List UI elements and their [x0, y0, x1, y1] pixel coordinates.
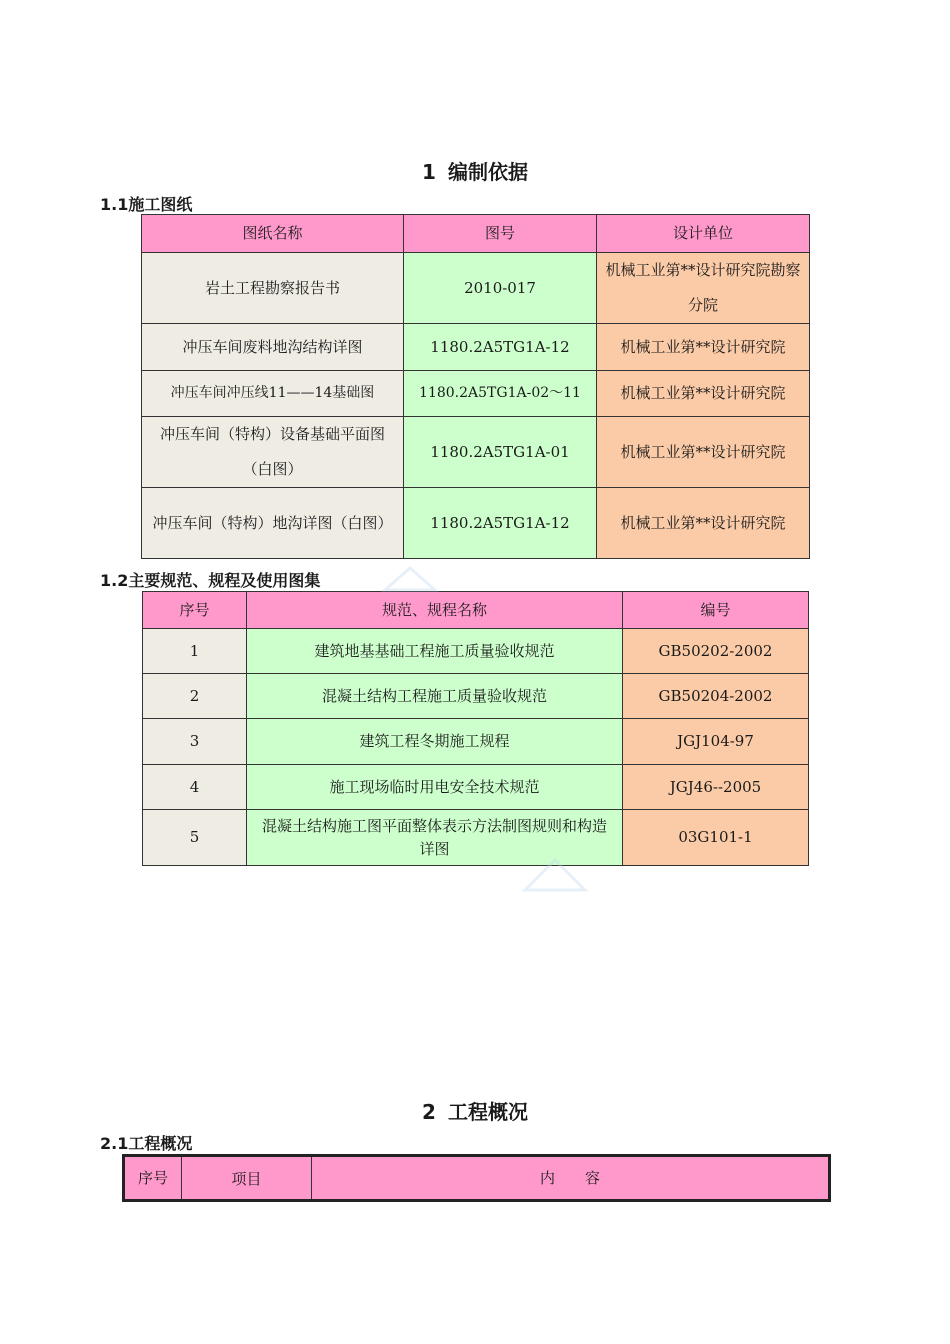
- serial-no-cell: 2: [143, 674, 247, 719]
- table-row: [142, 324, 810, 371]
- header-standard-code: 编号: [623, 592, 809, 629]
- standard-name-cell: 建筑工程冬期施工规程: [247, 719, 623, 765]
- subsection-1-1-title: 1.1施工图纸: [100, 195, 193, 214]
- standard-code-cell: 03G101-1: [623, 810, 809, 866]
- header-standard-name: 规范、规程名称: [247, 592, 623, 629]
- table-row: [142, 371, 810, 417]
- header-design-unit: 设计单位: [597, 215, 810, 253]
- table-row: [142, 253, 810, 324]
- standard-code-cell: JGJ104-97: [623, 719, 809, 765]
- header-serial-no: 序号: [124, 1156, 182, 1201]
- design-unit-cell: 机械工业第**设计研究院: [597, 324, 810, 371]
- drawing-code-cell: 2010-017: [404, 253, 597, 324]
- serial-no-cell: 1: [143, 629, 247, 674]
- section-1-title-text: 编制依据: [447, 160, 528, 184]
- table-row: [143, 719, 809, 765]
- drawing-name-cell: 岩土工程勘察报告书: [142, 253, 404, 324]
- standard-name-cell: 施工现场临时用电安全技术规范: [247, 765, 623, 810]
- drawing-name-cell: 冲压车间（特构）地沟详图（白图）: [142, 488, 404, 559]
- header-drawing-code: 图号: [404, 215, 597, 253]
- table-row: [142, 417, 810, 488]
- section-2-number: 2: [422, 1100, 436, 1124]
- serial-no-cell: 4: [143, 765, 247, 810]
- drawing-name-cell: 冲压车间废料地沟结构详图: [142, 324, 404, 371]
- subsection-2-1-title: 2.1工程概况: [100, 1134, 193, 1153]
- design-unit-cell: 机械工业第**设计研究院勘察分院: [597, 253, 810, 324]
- header-drawing-name: 图纸名称: [142, 215, 404, 253]
- section-2-title: [0, 1096, 950, 1125]
- standards-table: [142, 591, 809, 866]
- header-content: 内 容: [312, 1156, 830, 1201]
- drawing-name-cell: 冲压车间冲压线11——14基础图: [142, 371, 404, 417]
- standard-code-cell: JGJ46--2005: [623, 765, 809, 810]
- table-header-row: [142, 215, 810, 253]
- overview-table: [122, 1154, 831, 1202]
- drawing-name-cell: 冲压车间（特构）设备基础平面图（白图）: [142, 417, 404, 488]
- serial-no-cell: 3: [143, 719, 247, 765]
- standard-name-cell: 混凝土结构工程施工质量验收规范: [247, 674, 623, 719]
- design-unit-cell: 机械工业第**设计研究院: [597, 417, 810, 488]
- standard-name-cell: 混凝土结构施工图平面整体表示方法制图规则和构造详图: [247, 810, 623, 866]
- header-serial-no: 序号: [143, 592, 247, 629]
- drawing-code-cell: 1180.2A5TG1A-01: [404, 417, 597, 488]
- drawing-code-cell: 1180.2A5TG1A-12: [404, 324, 597, 371]
- drawing-code-cell: 1180.2A5TG1A-02～11: [404, 371, 597, 417]
- table-header-row: [124, 1156, 830, 1201]
- table-row: [143, 674, 809, 719]
- design-unit-cell: 机械工业第**设计研究院: [597, 488, 810, 559]
- serial-no-cell: 5: [143, 810, 247, 866]
- design-unit-cell: 机械工业第**设计研究院: [597, 371, 810, 417]
- section-2-title-text: 工程概况: [447, 1100, 528, 1124]
- table-row: [143, 810, 809, 866]
- standard-code-cell: GB50202-2002: [623, 629, 809, 674]
- standard-name-cell: 建筑地基基础工程施工质量验收规范: [247, 629, 623, 674]
- standard-code-cell: GB50204-2002: [623, 674, 809, 719]
- header-item: 项目: [182, 1156, 312, 1201]
- subsection-1-2-title: 1.2主要规范、规程及使用图集: [100, 571, 321, 590]
- table-row: [143, 629, 809, 674]
- watermark-decoration: [520, 850, 590, 900]
- watermark-decoration: [380, 560, 440, 600]
- section-1-title: [0, 156, 950, 185]
- drawing-code-cell: 1180.2A5TG1A-12: [404, 488, 597, 559]
- table-row: [142, 488, 810, 559]
- table-row: [143, 765, 809, 810]
- drawings-table: [141, 214, 810, 559]
- table-header-row: [143, 592, 809, 629]
- section-1-number: 1: [422, 160, 436, 184]
